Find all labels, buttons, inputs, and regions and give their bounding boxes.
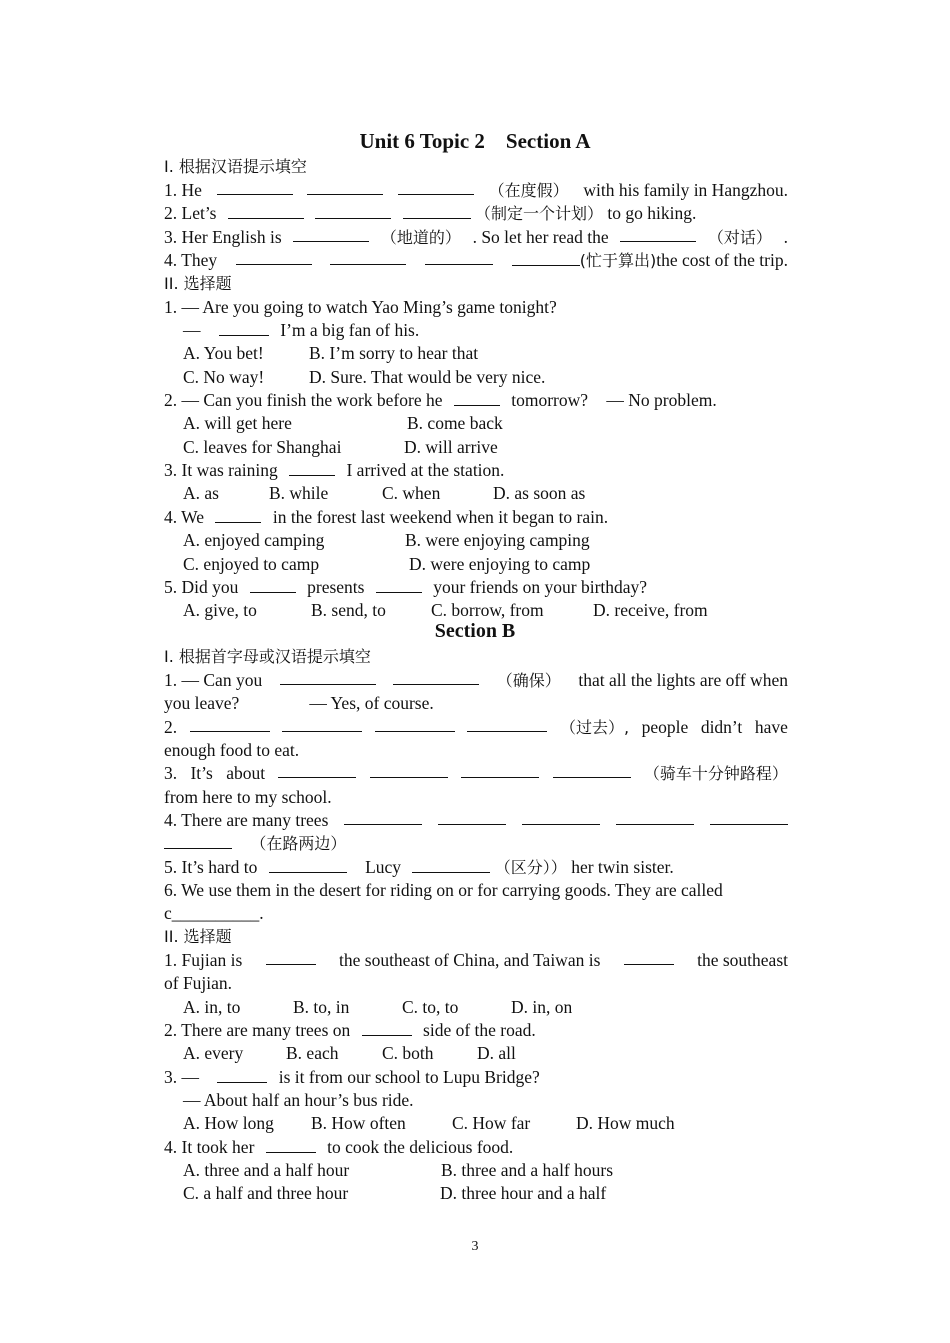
option-b[interactable]: B. I’m sorry to hear that — [309, 343, 479, 363]
a1-q3: 3. Her English is （地道的） . So let her read the （对话） . — [164, 227, 788, 247]
b2-q3: 3. — is it from our school to Lupu Bridge? — [164, 1067, 540, 1087]
answer-blank[interactable] — [375, 716, 455, 732]
option-b[interactable]: B. send, to — [311, 600, 386, 620]
option-c[interactable]: C. How far — [452, 1113, 531, 1133]
a2-q1-options-cd — [183, 366, 788, 389]
option-b[interactable]: B. while — [269, 483, 329, 503]
a2-q5-stem: 5. Did you presents your friends on your birthday? — [164, 577, 648, 597]
a2-q1-reply: — I’m a big fan of his. — [183, 320, 420, 340]
b2-q3-reply: — About half an hour’s bus ride. — [183, 1090, 414, 1110]
option-d[interactable]: D. were enjoying to camp — [409, 554, 591, 574]
answer-blank[interactable] — [282, 716, 362, 732]
option-d[interactable]: D. as soon as — [493, 483, 586, 503]
b1-q6-cont: c__________. — [164, 903, 264, 923]
a1-q4: 4. They (忙于算出)the cost of the trip. — [164, 250, 788, 270]
a2-q2-stem: 2. — Can you finish the work before he tomorrow? — No problem. — [164, 390, 717, 410]
option-a[interactable]: A. You bet! — [183, 343, 264, 363]
option-c[interactable]: C. both — [382, 1043, 434, 1063]
option-a[interactable]: A. three and a half hour — [183, 1160, 350, 1180]
option-d[interactable]: D. in, on — [511, 997, 573, 1017]
b2-q1-cont: of Fujian. — [164, 973, 233, 993]
option-b[interactable]: B. three and a half hours — [441, 1160, 614, 1180]
b1-q4: 4. There are many trees — [164, 809, 788, 832]
answer-blank[interactable] — [553, 762, 631, 778]
answer-blank[interactable] — [190, 716, 270, 732]
option-a[interactable]: A. How long — [183, 1113, 274, 1133]
answer-blank[interactable] — [307, 179, 383, 195]
a1-q2: 2. Let’s （制定一个计划） to go hiking. — [164, 203, 697, 223]
b1-q1: 1. — Can you （确保） that all the lights are off when — [164, 670, 788, 690]
section-b-part2-heading: II. 选择题 — [164, 927, 232, 946]
answer-blank[interactable] — [164, 833, 232, 849]
answer-blank[interactable] — [250, 577, 296, 593]
option-a[interactable]: A. give, to — [183, 600, 257, 620]
answer-blank[interactable] — [236, 249, 312, 265]
answer-blank[interactable] — [362, 1020, 412, 1036]
answer-blank[interactable] — [269, 857, 347, 873]
answer-blank[interactable] — [461, 762, 539, 778]
answer-blank[interactable] — [412, 857, 490, 873]
option-d[interactable]: D. Sure. That would be very nice. — [309, 367, 546, 387]
option-c[interactable]: C. leaves for Shanghai — [183, 437, 342, 457]
a2-q4-stem: 4. We in the forest last weekend when it began to rain. — [164, 507, 609, 527]
option-d[interactable]: D. three hour and a half — [440, 1183, 607, 1203]
option-d[interactable]: D. will arrive — [404, 437, 498, 457]
option-b[interactable]: B. to, in — [293, 997, 350, 1017]
answer-blank[interactable] — [438, 809, 506, 825]
option-a[interactable]: A. in, to — [183, 997, 241, 1017]
b2-q4-options-cd — [183, 1182, 788, 1205]
option-b[interactable]: B. come back — [407, 413, 503, 433]
section-a-part2-heading: II. 选择题 — [164, 274, 232, 293]
answer-blank[interactable] — [293, 226, 369, 242]
a2-q3-stem: 3. It was raining I arrived at the station. — [164, 460, 505, 480]
b1-q1-cont: you leave? — Yes, of course. — [164, 693, 434, 713]
b1-q4-cont: （在路两边） — [164, 832, 788, 855]
b1-q6: 6. We use them in the desert for riding on or for carrying goods. They are called — [164, 880, 723, 900]
option-c[interactable]: C. enjoyed to camp — [183, 554, 320, 574]
b1-q3-cont: from here to my school. — [164, 787, 332, 807]
answer-blank[interactable] — [425, 249, 493, 265]
option-b[interactable]: B. How often — [311, 1113, 406, 1133]
answer-blank[interactable] — [398, 179, 474, 195]
option-c[interactable]: C. borrow, from — [431, 600, 544, 620]
answer-blank[interactable] — [266, 1137, 316, 1153]
b1-q2-cont: enough food to eat. — [164, 740, 300, 760]
answer-blank[interactable] — [616, 809, 694, 825]
answer-blank[interactable] — [376, 577, 422, 593]
answer-blank[interactable] — [624, 949, 674, 965]
a2-q1-options-ab — [183, 342, 788, 365]
answer-blank[interactable] — [266, 949, 316, 965]
a2-q3-options — [183, 482, 788, 505]
answer-blank[interactable] — [370, 762, 448, 778]
b1-q2: 2. （过去）, people didn’t have — [164, 717, 788, 737]
option-b[interactable]: B. were enjoying camping — [405, 530, 590, 550]
answer-blank[interactable] — [280, 669, 376, 685]
a2-q4-options-cd — [183, 553, 788, 576]
section-a-part1-heading: I. 根据汉语提示填空 — [164, 157, 307, 176]
a2-q4-options-ab — [183, 529, 788, 552]
option-c[interactable]: C. a half and three hour — [183, 1183, 349, 1203]
answer-blank[interactable] — [512, 250, 580, 266]
b2-q2-options — [183, 1042, 788, 1065]
b2-q1-options — [183, 996, 788, 1019]
section-b-part1-heading: I. 根据首字母或汉语提示填空 — [164, 647, 371, 666]
a2-q2-options-ab — [183, 412, 788, 435]
b2-q1: 1. Fujian is the southeast of China, and Taiwan is the southeast — [164, 950, 788, 970]
b1-q3: 3. It’s about （骑车十分钟路程） — [164, 763, 788, 783]
answer-blank[interactable] — [710, 809, 788, 825]
option-a[interactable]: A. every — [183, 1043, 244, 1063]
answer-blank[interactable] — [344, 809, 422, 825]
option-d[interactable]: D. How much — [576, 1113, 675, 1133]
answer-blank[interactable] — [217, 179, 293, 195]
answer-blank[interactable] — [228, 203, 304, 219]
option-d[interactable]: D. all — [477, 1043, 516, 1063]
option-a[interactable]: A. will get here — [183, 413, 292, 433]
answer-blank[interactable] — [454, 390, 500, 406]
b2-q4: 4. It took her to cook the delicious food. — [164, 1137, 514, 1157]
answer-blank[interactable] — [403, 203, 471, 219]
a2-q1-stem: 1. — Are you going to watch Yao Ming’s game tonight? — [164, 297, 557, 317]
answer-blank[interactable] — [215, 507, 261, 523]
answer-blank[interactable] — [330, 249, 406, 265]
a2-q2-options-cd — [183, 436, 788, 459]
answer-blank[interactable] — [620, 226, 696, 242]
a1-q1: 1. He （在度假） with his family in Hangzhou. — [164, 180, 788, 200]
answer-blank[interactable] — [467, 716, 547, 732]
option-a[interactable]: A. enjoyed camping — [183, 530, 325, 550]
b2-q2: 2. There are many trees on side of the road. — [164, 1020, 536, 1040]
option-b[interactable]: B. each — [286, 1043, 339, 1063]
b2-q3-options — [183, 1112, 788, 1135]
answer-blank[interactable] — [289, 460, 335, 476]
page-number: 3 — [471, 1239, 479, 1254]
answer-blank[interactable] — [278, 762, 356, 778]
answer-blank[interactable] — [217, 1067, 267, 1083]
answer-blank[interactable] — [315, 203, 391, 219]
option-c[interactable]: C. No way! — [183, 367, 265, 387]
option-c[interactable]: C. when — [382, 483, 441, 503]
option-d[interactable]: D. receive, from — [593, 600, 708, 620]
option-a[interactable]: A. as — [183, 483, 219, 503]
answer-blank[interactable] — [393, 669, 479, 685]
b1-q5: 5. It’s hard to Lucy （区分）） her twin sister. — [164, 857, 674, 877]
answer-blank[interactable] — [219, 320, 269, 336]
option-c[interactable]: C. to, to — [402, 997, 459, 1017]
b2-q4-options-ab — [183, 1159, 788, 1182]
answer-blank[interactable] — [522, 809, 600, 825]
page-title: Unit 6 Topic 2 Section A — [359, 129, 591, 153]
section-b-title: Section B — [434, 620, 516, 642]
